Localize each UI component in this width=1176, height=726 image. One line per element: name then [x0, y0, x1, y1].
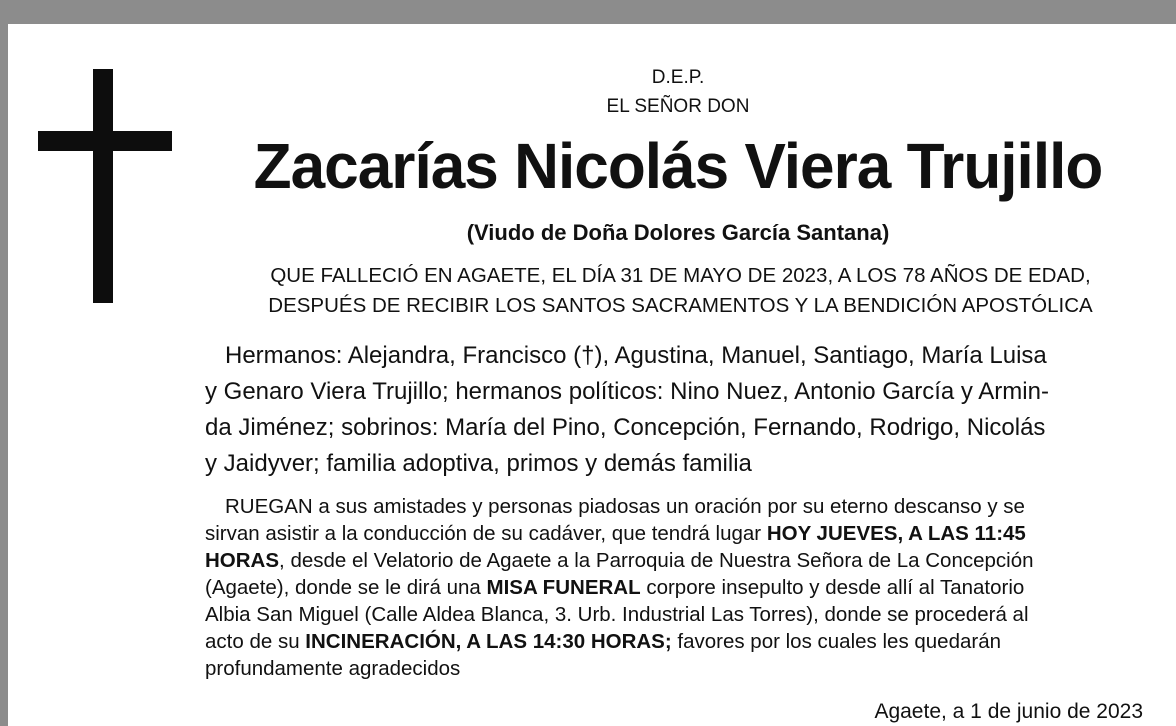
request-text: acto de su [205, 630, 306, 653]
request-line [205, 628, 1155, 655]
dep-heading: D.E.P. [651, 67, 705, 88]
ceremony-time: HOY JUEVES, A LAS 11:45 [766, 522, 1026, 545]
death-notice-line: QUE FALLECIÓ EN AGAETE, EL DÍA 31 DE MAYO DE 2023, A LOS 78 AÑOS DE EDAD, [270, 264, 1091, 287]
obituary-notice [8, 24, 1176, 726]
request-text: (Agaete), donde se le dirá una [205, 576, 487, 599]
family-line: da Jiménez; sobrinos: María del Pino, Concepción, Fernando, Rodrigo, Nicolás [205, 414, 1046, 441]
family-line: y Genaro Viera Trujillo; hermanos políticos: Nino Nuez, Antonio García y Armin- [205, 378, 1049, 405]
cross-icon [93, 69, 113, 303]
request-text: favores por los cuales les quedarán [671, 630, 1002, 653]
ceremony-time-unit: HORAS [205, 549, 280, 572]
request-line [205, 520, 1155, 547]
request-text: corpore insepulto y desde allí al Tanatorio [640, 576, 1025, 599]
cremation-time: INCINERACIÓN, A LAS 14:30 HORAS; [305, 630, 672, 653]
request-text: , desde el Velatorio de Agaete a la Parroquia de Nuestra Señora de La Concepción [279, 549, 1034, 572]
deceased-name: Zacarías Nicolás Viera Trujillo [253, 130, 1103, 202]
funeral-mass: MISA FUNERAL [486, 576, 641, 599]
death-notice-line: DESPUÉS DE RECIBIR LOS SANTOS SACRAMENTOS Y LA BENDICIÓN APOSTÓLICA [268, 294, 1093, 317]
widow-of: (Viudo de Doña Dolores García Santana) [466, 220, 890, 245]
request-line: RUEGAN a sus amistades y personas piadosas un oración por su eterno descanso y se [225, 495, 1025, 518]
request-line [205, 547, 1155, 574]
request-line [205, 574, 1155, 601]
family-line: y Jaidyver; familia adoptiva, primos y demás familia [205, 450, 752, 477]
family-paragraph [205, 338, 1155, 482]
request-text: sirvan asistir a la conducción de su cadáver, que tendrá lugar [205, 522, 767, 545]
request-line: Albia San Miguel (Calle Aldea Blanca, 3. Urb. Industrial Las Torres), donde se procederá al [205, 603, 1029, 626]
death-notice [193, 261, 1168, 321]
cross-icon-arm [38, 131, 172, 151]
request-paragraph [205, 493, 1155, 682]
title-prefix: EL SEÑOR DON [606, 96, 750, 117]
place-date: Agaete, a 1 de junio de 2023 [874, 700, 1143, 723]
family-line: Hermanos: Alejandra, Francisco (†), Agustina, Manuel, Santiago, María Luisa [225, 342, 1047, 369]
request-line: profundamente agradecidos [205, 657, 461, 680]
